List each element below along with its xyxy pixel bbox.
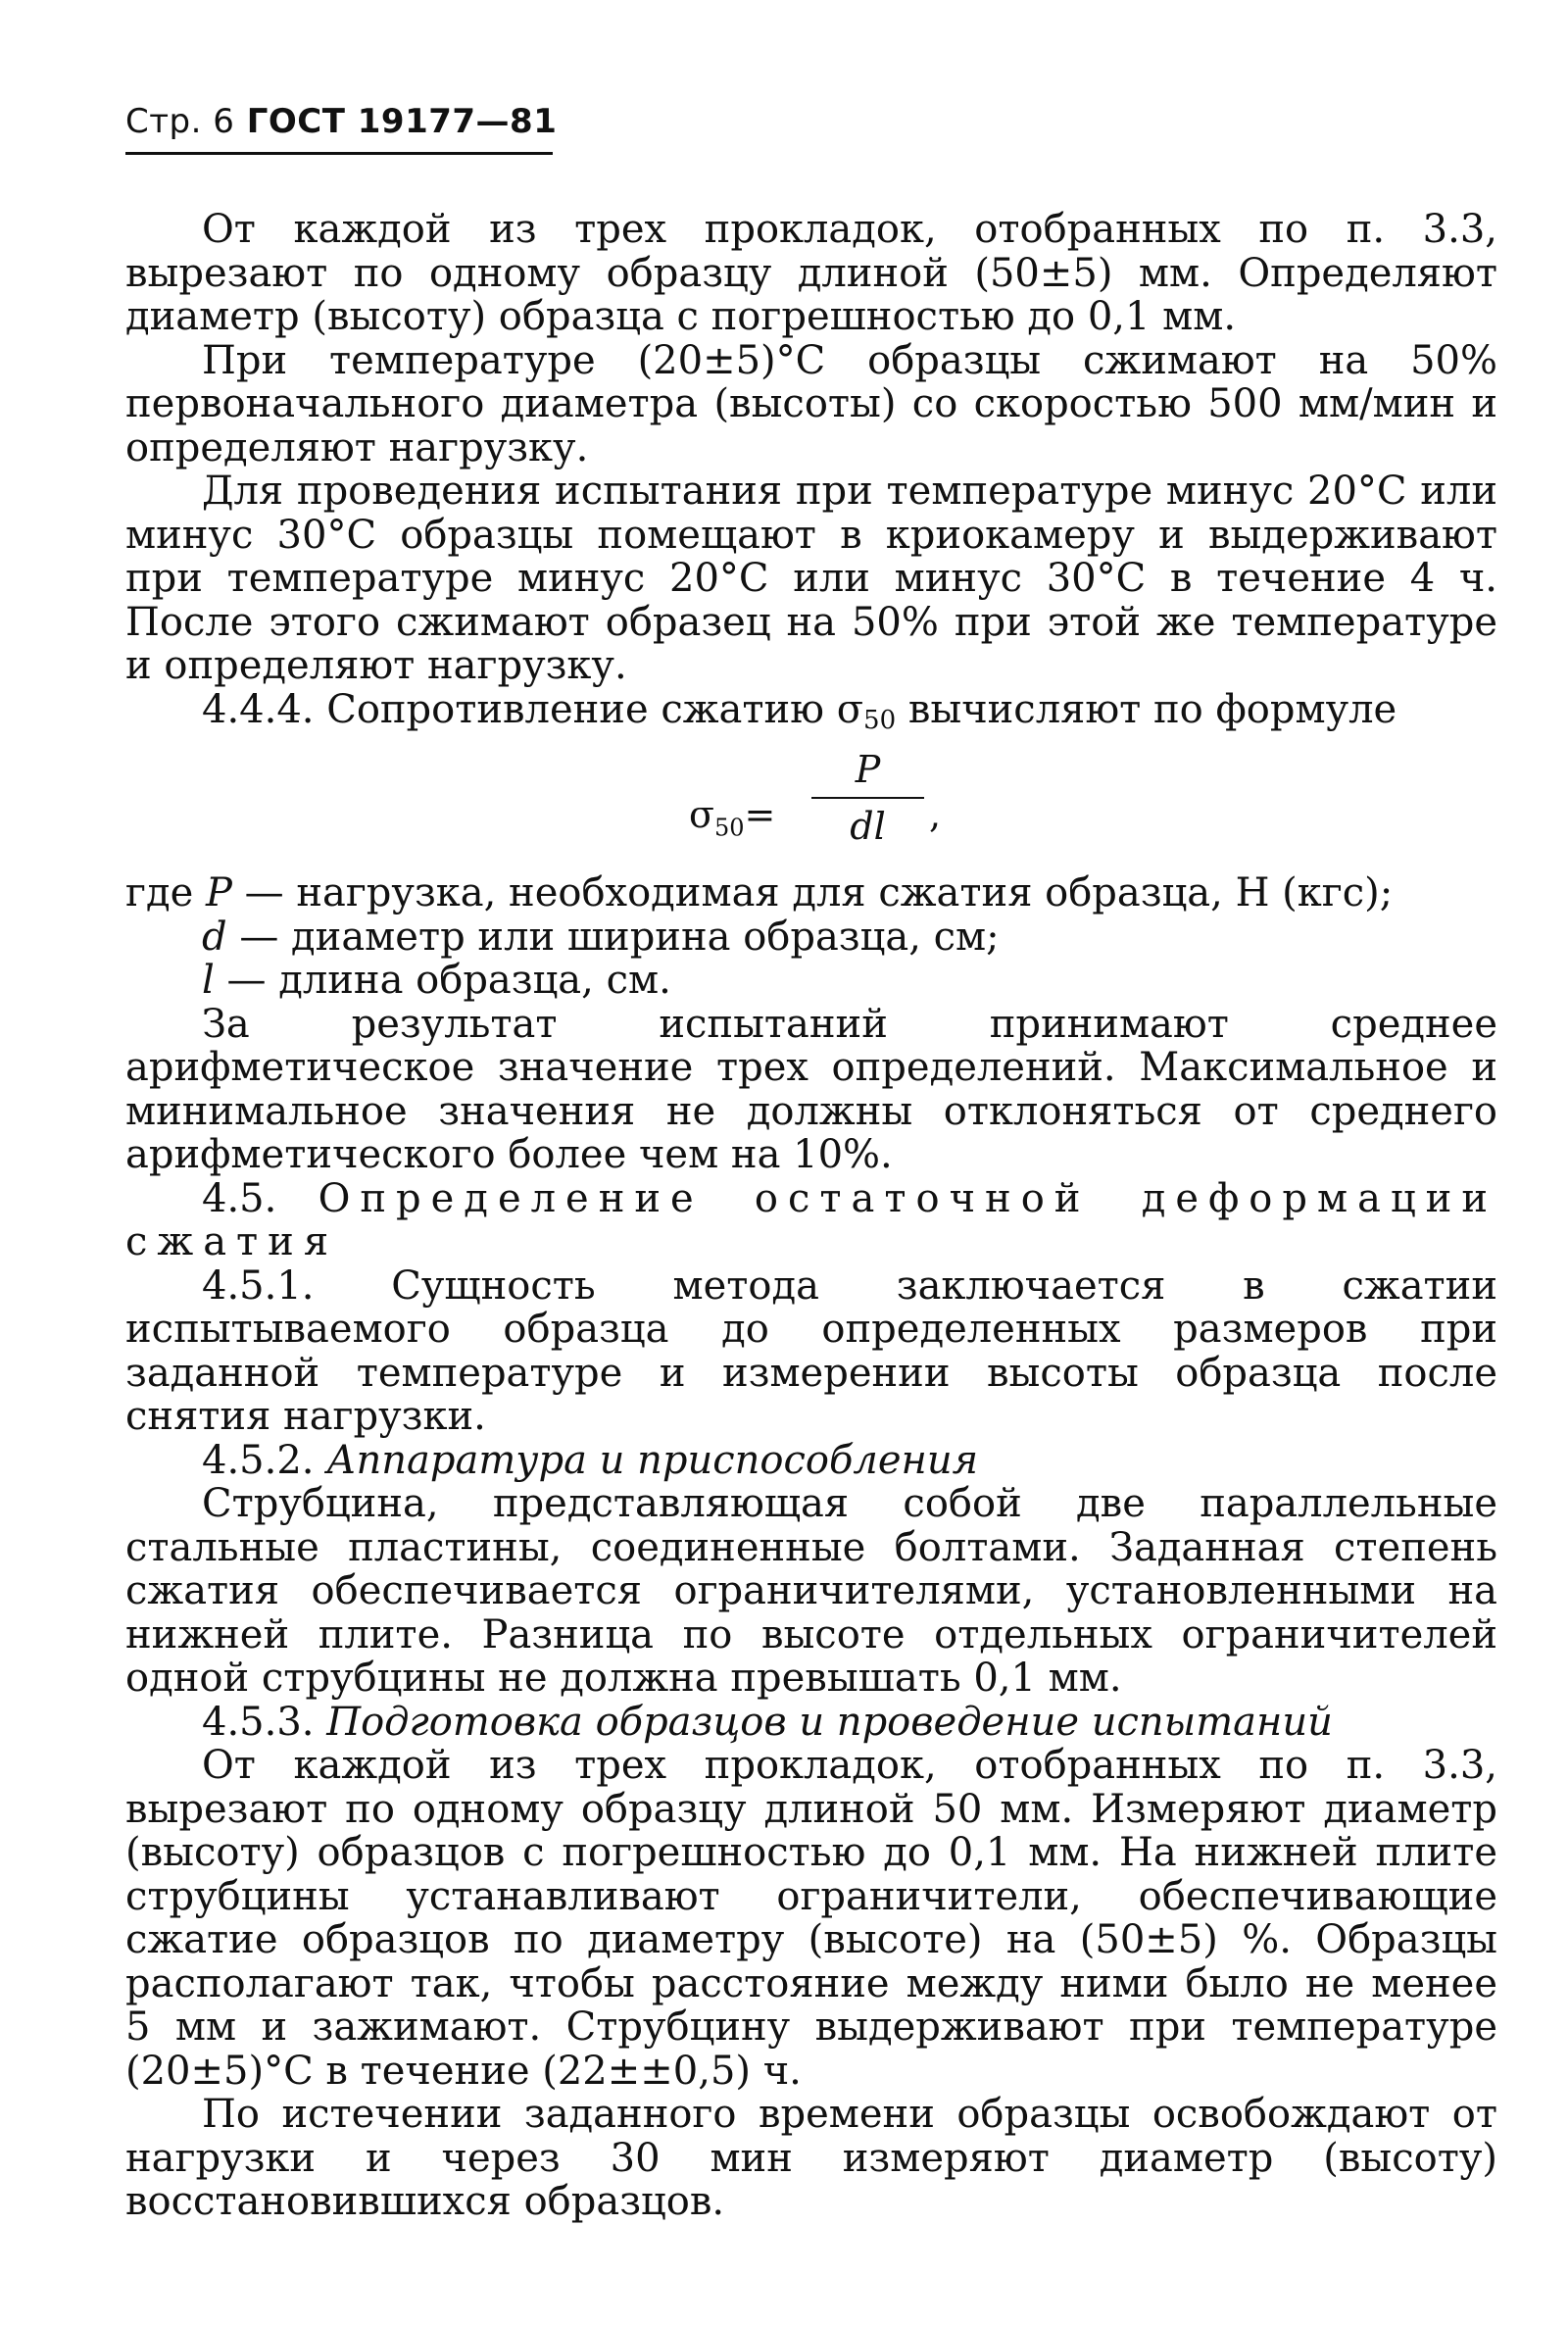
paragraph-sample-cutting: От каждой из трех прокладок, отобранных по п. 3.3, вырезают по одному образцу длиной (50±5) мм. Определяют диаметр (высоту) образца с погрешностью до 0,1 мм. xyxy=(125,207,1497,339)
paragraph-compression-load: При температуре (20±5)°С образцы сжимают на 50% первоначального диаметра (высоты) со скоростью 500 мм/мин и определяют нагрузку. xyxy=(125,337,1497,470)
legend-desc-l: — длина образца, см. xyxy=(214,958,671,1003)
subsection-4-5-3-number: 4.5.3. xyxy=(202,1699,327,1745)
paragraph-sample-preparation: От каждой из трех прокладок, отобранных по п. 3.3, вырезают по одному образцу длиной 50 мм. Измеряют диаметр (высоту) образцов с погрешностью до 0,1 мм. На нижней плите струбцины устанавливают ограничители, обеспечивающие сжатие образцов по диаметру (высоте) на (50±5) %. Образцы располагают так, чтобы расстояние между ними было не менее 5 мм и зажимают. Струбцину выдерживают при температуре (20±5)°С в течение (22±±0,5) ч. xyxy=(125,1743,1497,2094)
clause-4-4-4-tail: вычисляют по формуле xyxy=(896,686,1397,732)
legend-desc-d: — диаметр или ширина образца, см; xyxy=(226,914,1000,960)
paragraph-4-5-1: 4.5.1. Сущность метода заключается в сжатии испытываемого образца до определенных размеров при заданной температуре и измерении высоты образца после снятия нагрузки. xyxy=(125,1262,1497,1439)
paragraph-low-temperature-test: Для проведения испытания при температуре минус 20°С или минус 30°С образцы помещают в криокамеру и выдерживают при температуре минус 20°С или минус 30°С в течение 4 ч. После этого сжимают образец на 50% при этой же температуре и определяют нагрузку. xyxy=(125,469,1497,688)
subsection-4-5-2-title: Аппаратура и приспособления xyxy=(326,1437,979,1483)
legend-intro: где xyxy=(125,870,206,915)
formula-numerator: P xyxy=(855,748,881,791)
formula-sigma50 xyxy=(125,748,1497,866)
subsection-4-5-3-heading xyxy=(125,1701,1497,1745)
header-rule xyxy=(125,152,553,155)
formula-equals: = xyxy=(744,793,776,836)
subsection-4-5-2-number: 4.5.2. xyxy=(202,1437,327,1483)
paragraph-recovery-measurement: По истечении заданного времени образцы освобождают от нагрузки и через 30 мин измеряют диаметр (высоту) восстановившихся образцов. xyxy=(125,2092,1497,2224)
subsection-4-5-2-heading xyxy=(125,1439,1497,1483)
section-4-5-heading xyxy=(125,1177,1497,1264)
formula-lhs xyxy=(689,793,775,850)
sigma-subscript: 50 xyxy=(863,705,897,735)
formula-sigma: σ xyxy=(689,793,714,836)
standard-id: ГОСТ 19177—81 xyxy=(246,102,558,141)
legend-row-P xyxy=(125,871,1497,915)
formula-legend xyxy=(125,871,1497,1003)
legend-row-d xyxy=(125,915,1497,960)
page-number: Стр. 6 xyxy=(125,102,235,141)
paragraph-clamp-description: Струбцина, представляющая собой две параллельные стальные пластины, соединенные болтами. Заданная степень сжатия обеспечивается ограничителями, установленными на нижней плите. Разница по высоте отдельных ограничителей одной струбцины не должна превышать 0,1 мм. xyxy=(125,1481,1497,1701)
paragraph-result-average: За результат испытаний принимают среднее арифметическое значение трех определений. Максимальное и минимальное значения не должны отклоняться от среднего арифметического более чем на 10%. xyxy=(125,1001,1497,1177)
formula-sigma-subscript: 50 xyxy=(713,814,745,842)
fraction-bar xyxy=(811,797,924,799)
paragraph-4-4-4 xyxy=(125,688,1497,743)
formula-fraction xyxy=(811,748,924,848)
formula-denominator: dl xyxy=(850,805,886,848)
subsection-4-5-3-title: Подготовка образцов и проведение испытаний xyxy=(326,1699,1333,1745)
section-4-5-number: 4.5. xyxy=(202,1175,318,1221)
page-header xyxy=(125,102,557,141)
legend-symbol-P: P xyxy=(205,870,232,915)
legend-symbol-d: d xyxy=(202,914,227,960)
legend-desc-P: — нагрузка, необходимая для сжатия образца, Н (кгс); xyxy=(231,870,1394,915)
legend-symbol-l: l xyxy=(202,958,215,1003)
page-body xyxy=(125,208,1497,2224)
clause-4-4-4-text: 4.4.4. Сопротивление сжатию σ xyxy=(202,686,864,732)
formula-comma: , xyxy=(929,793,942,836)
legend-row-l xyxy=(125,959,1497,1003)
section-4-5-title: Определение остаточной деформации сжатия xyxy=(125,1175,1497,1264)
